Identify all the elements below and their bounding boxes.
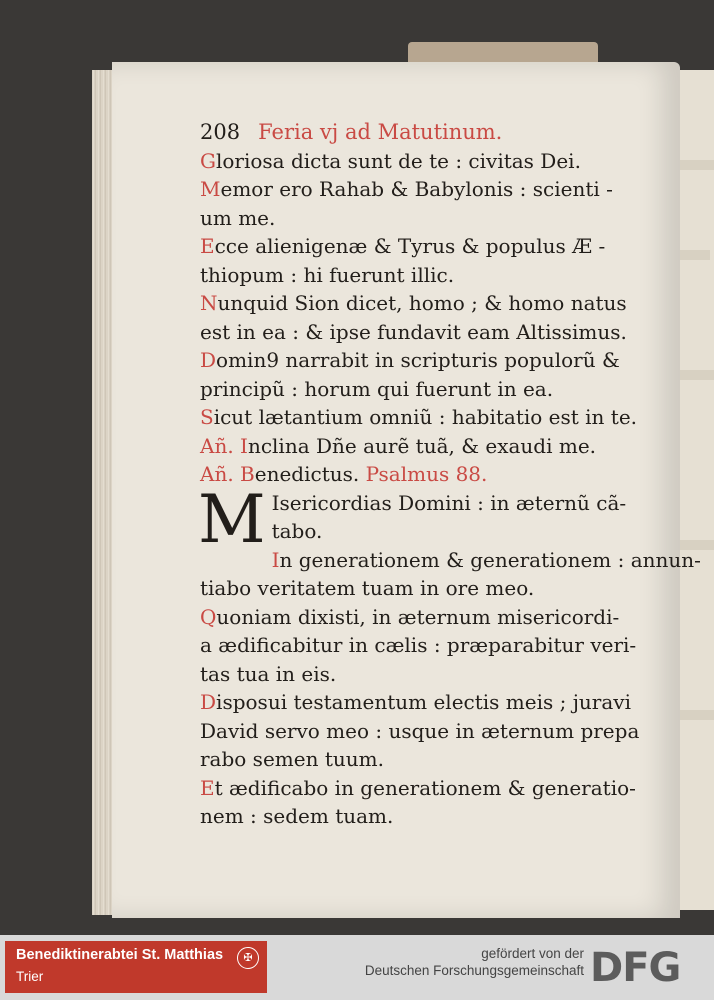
line-text: thiopum : hi fuerunt illic.	[200, 262, 455, 287]
line-text: enedictus.	[254, 462, 360, 486]
verse-block-1	[200, 147, 660, 489]
text-line	[200, 289, 660, 318]
rubric-initial: S	[200, 405, 214, 429]
line-text: tiabo veritatem tuam in ore meo.	[200, 576, 535, 600]
line-text: unquid Sion dicet, homo ; & homo natus	[217, 291, 627, 315]
line-text: nclina Dñe aurẽ tuã, & exaudi me.	[247, 433, 597, 458]
line-text: uoniam dixisti, in æternum misericordi-	[216, 604, 620, 629]
text-line	[200, 204, 660, 233]
psalm-heading: Psalmus 88.	[365, 462, 488, 486]
line-text: rabo semen tuum.	[200, 747, 384, 771]
rubric-initial: D	[200, 690, 217, 714]
text-line	[200, 745, 660, 774]
line-text: principũ : horum qui fuerunt in ea.	[200, 376, 554, 401]
rubric-initial: N	[200, 291, 218, 315]
rubric-initial: Añ. B	[200, 462, 255, 486]
rubric-initial: Q	[200, 604, 217, 629]
funding-line-1: gefördert von der	[481, 946, 584, 961]
text-line	[200, 403, 660, 432]
text-line	[200, 546, 701, 575]
page-header	[200, 118, 660, 147]
text-line	[200, 318, 660, 347]
text-line	[200, 432, 660, 461]
abbey-logo-icon: ✠	[237, 947, 259, 969]
text-line	[200, 460, 660, 489]
verse-block-2	[200, 546, 701, 831]
text-line	[200, 717, 660, 746]
text-line	[200, 232, 660, 261]
line-text: tas tua in eis.	[200, 661, 337, 686]
text-line	[200, 603, 660, 632]
line-text: um me.	[200, 205, 276, 230]
rubric-initial: I	[271, 547, 280, 572]
line-text: omin9 narrabit in scripturis populorũ &	[216, 348, 620, 372]
page-text	[198, 118, 701, 831]
text-line	[200, 261, 660, 290]
line-text: nem : sedem tuam.	[200, 804, 394, 828]
text-line	[200, 774, 660, 803]
line-text: emor ero Rahab & Babylonis : scienti -	[220, 177, 613, 201]
line-text: isposui testamentum electis meis ; juravi	[216, 690, 631, 714]
institution-badge[interactable]	[5, 941, 267, 993]
line-text: est in ea : & ipse fundavit eam Altissimus.	[200, 319, 627, 344]
line-text: David servo meo : usque in æternum prepa	[200, 718, 640, 743]
text-line	[200, 574, 660, 603]
page-number: 208	[200, 120, 241, 144]
text-line: Isericordias Domini : in æternũ cã-	[271, 490, 627, 515]
line-text: n generationem & generationem : annun-	[279, 547, 701, 572]
funding-line-2: Deutschen Forschungsgemeinschaft	[364, 963, 584, 978]
psalm-opening	[198, 480, 660, 558]
text-line	[200, 147, 660, 176]
rubric-initial: D	[200, 348, 217, 372]
rubric-initial: M	[200, 177, 221, 201]
funding-note	[365, 945, 584, 979]
text-line: tabo.	[271, 519, 323, 543]
text-line	[200, 346, 660, 375]
line-text: cce alienigenæ & Tyrus & populus Æ -	[214, 234, 606, 258]
text-line	[200, 375, 660, 404]
running-title: Feria vj ad Matutinum.	[258, 120, 503, 144]
rubric-initial: G	[200, 148, 216, 173]
line-text: a ædificabitur in cælis : præparabitur veri-	[200, 633, 637, 657]
rubric-initial: E	[200, 234, 215, 258]
institution-name: Benediktinerabtei St. Matthias	[16, 947, 224, 963]
text-line	[200, 631, 660, 660]
line-text: icut lætantium omniũ : habitatio est in te.	[213, 405, 638, 429]
text-line	[200, 802, 660, 831]
rubric-initial: E	[200, 775, 215, 800]
drop-cap: M	[198, 480, 266, 558]
institution-city: Trier	[16, 969, 44, 984]
text-line	[200, 660, 660, 689]
dfg-logo[interactable]: DFG	[590, 945, 681, 991]
text-line	[200, 175, 660, 204]
line-text: t ædificabo in generationem & generatio-	[214, 775, 636, 800]
rubric-initial: Añ. I	[200, 433, 248, 458]
line-text: loriosa dicta sunt de te : civitas Dei.	[215, 148, 581, 173]
text-line	[200, 688, 660, 717]
